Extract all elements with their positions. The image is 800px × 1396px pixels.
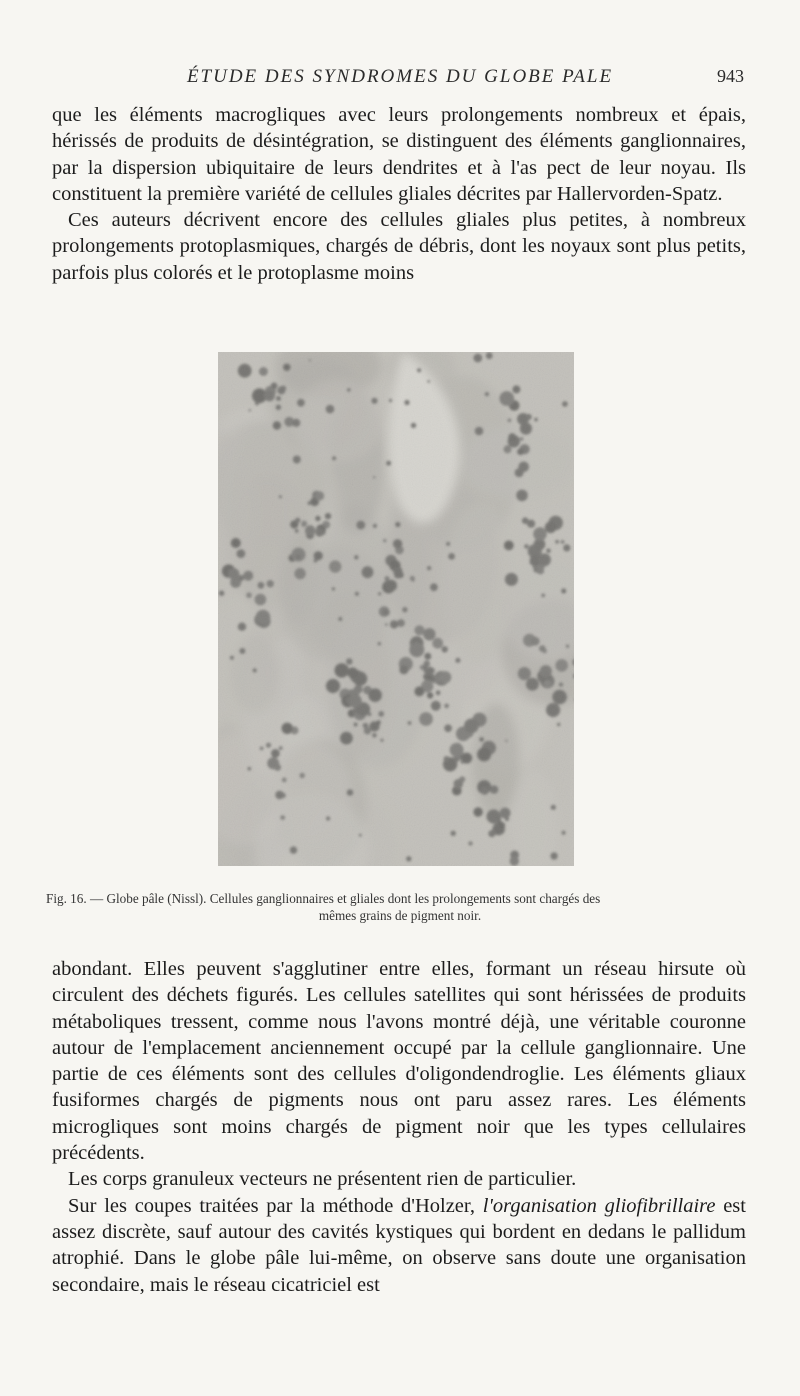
paragraph: que les éléments macrogliques avec leurs prolongements nombreux et épais, hérissés de produits de désintégration, se distinguent des éléments ganglionnaires, par la dispersion ubiquitaire de leurs dendrites et à l'as pect de leur noyau. Ils constituent la première variété de cellules gliales décrites par Hallervorden-Spatz. [52, 104, 746, 205]
figure-caption [46, 890, 754, 924]
caption-line: mêmes grains de pigment noir. [318, 908, 482, 923]
text-run: est assez discrète, sauf autour des cavités kystiques qui bordent en dedans le pallidum atrophié. Dans le globe pâle lui-même, on observe sans doute une organisation secondaire, mais le réseau cicatriciel est [52, 1194, 746, 1296]
paragraph: Ces auteurs décrivent encore des cellules gliales plus petites, à nombreux prolongements protoplasmiques, chargés de débris, dont les noyaux sont plus petits, parfois plus colorés et le protoplasme moins [52, 209, 746, 284]
paragraph: abondant. Elles peuvent s'agglutiner entre elles, formant un réseau hirsute où circulent des déchets figurés. Les cellules satellites qui sont hérissées de produits métaboliques tressent, comme nous l'avons montré déjà, une véritable couronne autour de l'emplacement anciennement occupé par la cellule ganglionnaire. Une partie de ces éléments sont des cellules d'oligondendroglie. Les éléments gliaux fusiformes chargés de pigments nous ont paru assez rares. Les éléments microgliques sont moins chargés de pigment noir que les types cellulaires précédents. [52, 958, 746, 1165]
micrograph-figure [218, 352, 574, 866]
caption-line: Fig. 16. — Globe pâle (Nissl). Cellules ganglionnaires et gliales dont les prolongements sont chargés des [46, 891, 601, 906]
micrograph-image [218, 352, 574, 866]
body-text-top [52, 102, 746, 286]
paragraph: Les corps granuleux vecteurs ne présentent rien de particulier. [68, 1168, 577, 1191]
page-header [0, 66, 800, 96]
page-number: 943 [717, 66, 744, 86]
running-title: ÉTUDE DES SYNDROMES DU GLOBE PALE [186, 66, 614, 87]
text-run: Sur les coupes traitées par la méthode d'Holzer, [68, 1194, 483, 1217]
paragraph [52, 1193, 746, 1298]
italic-term: l'organisation gliofibrillaire [482, 1194, 716, 1217]
body-text-bottom [52, 956, 746, 1298]
